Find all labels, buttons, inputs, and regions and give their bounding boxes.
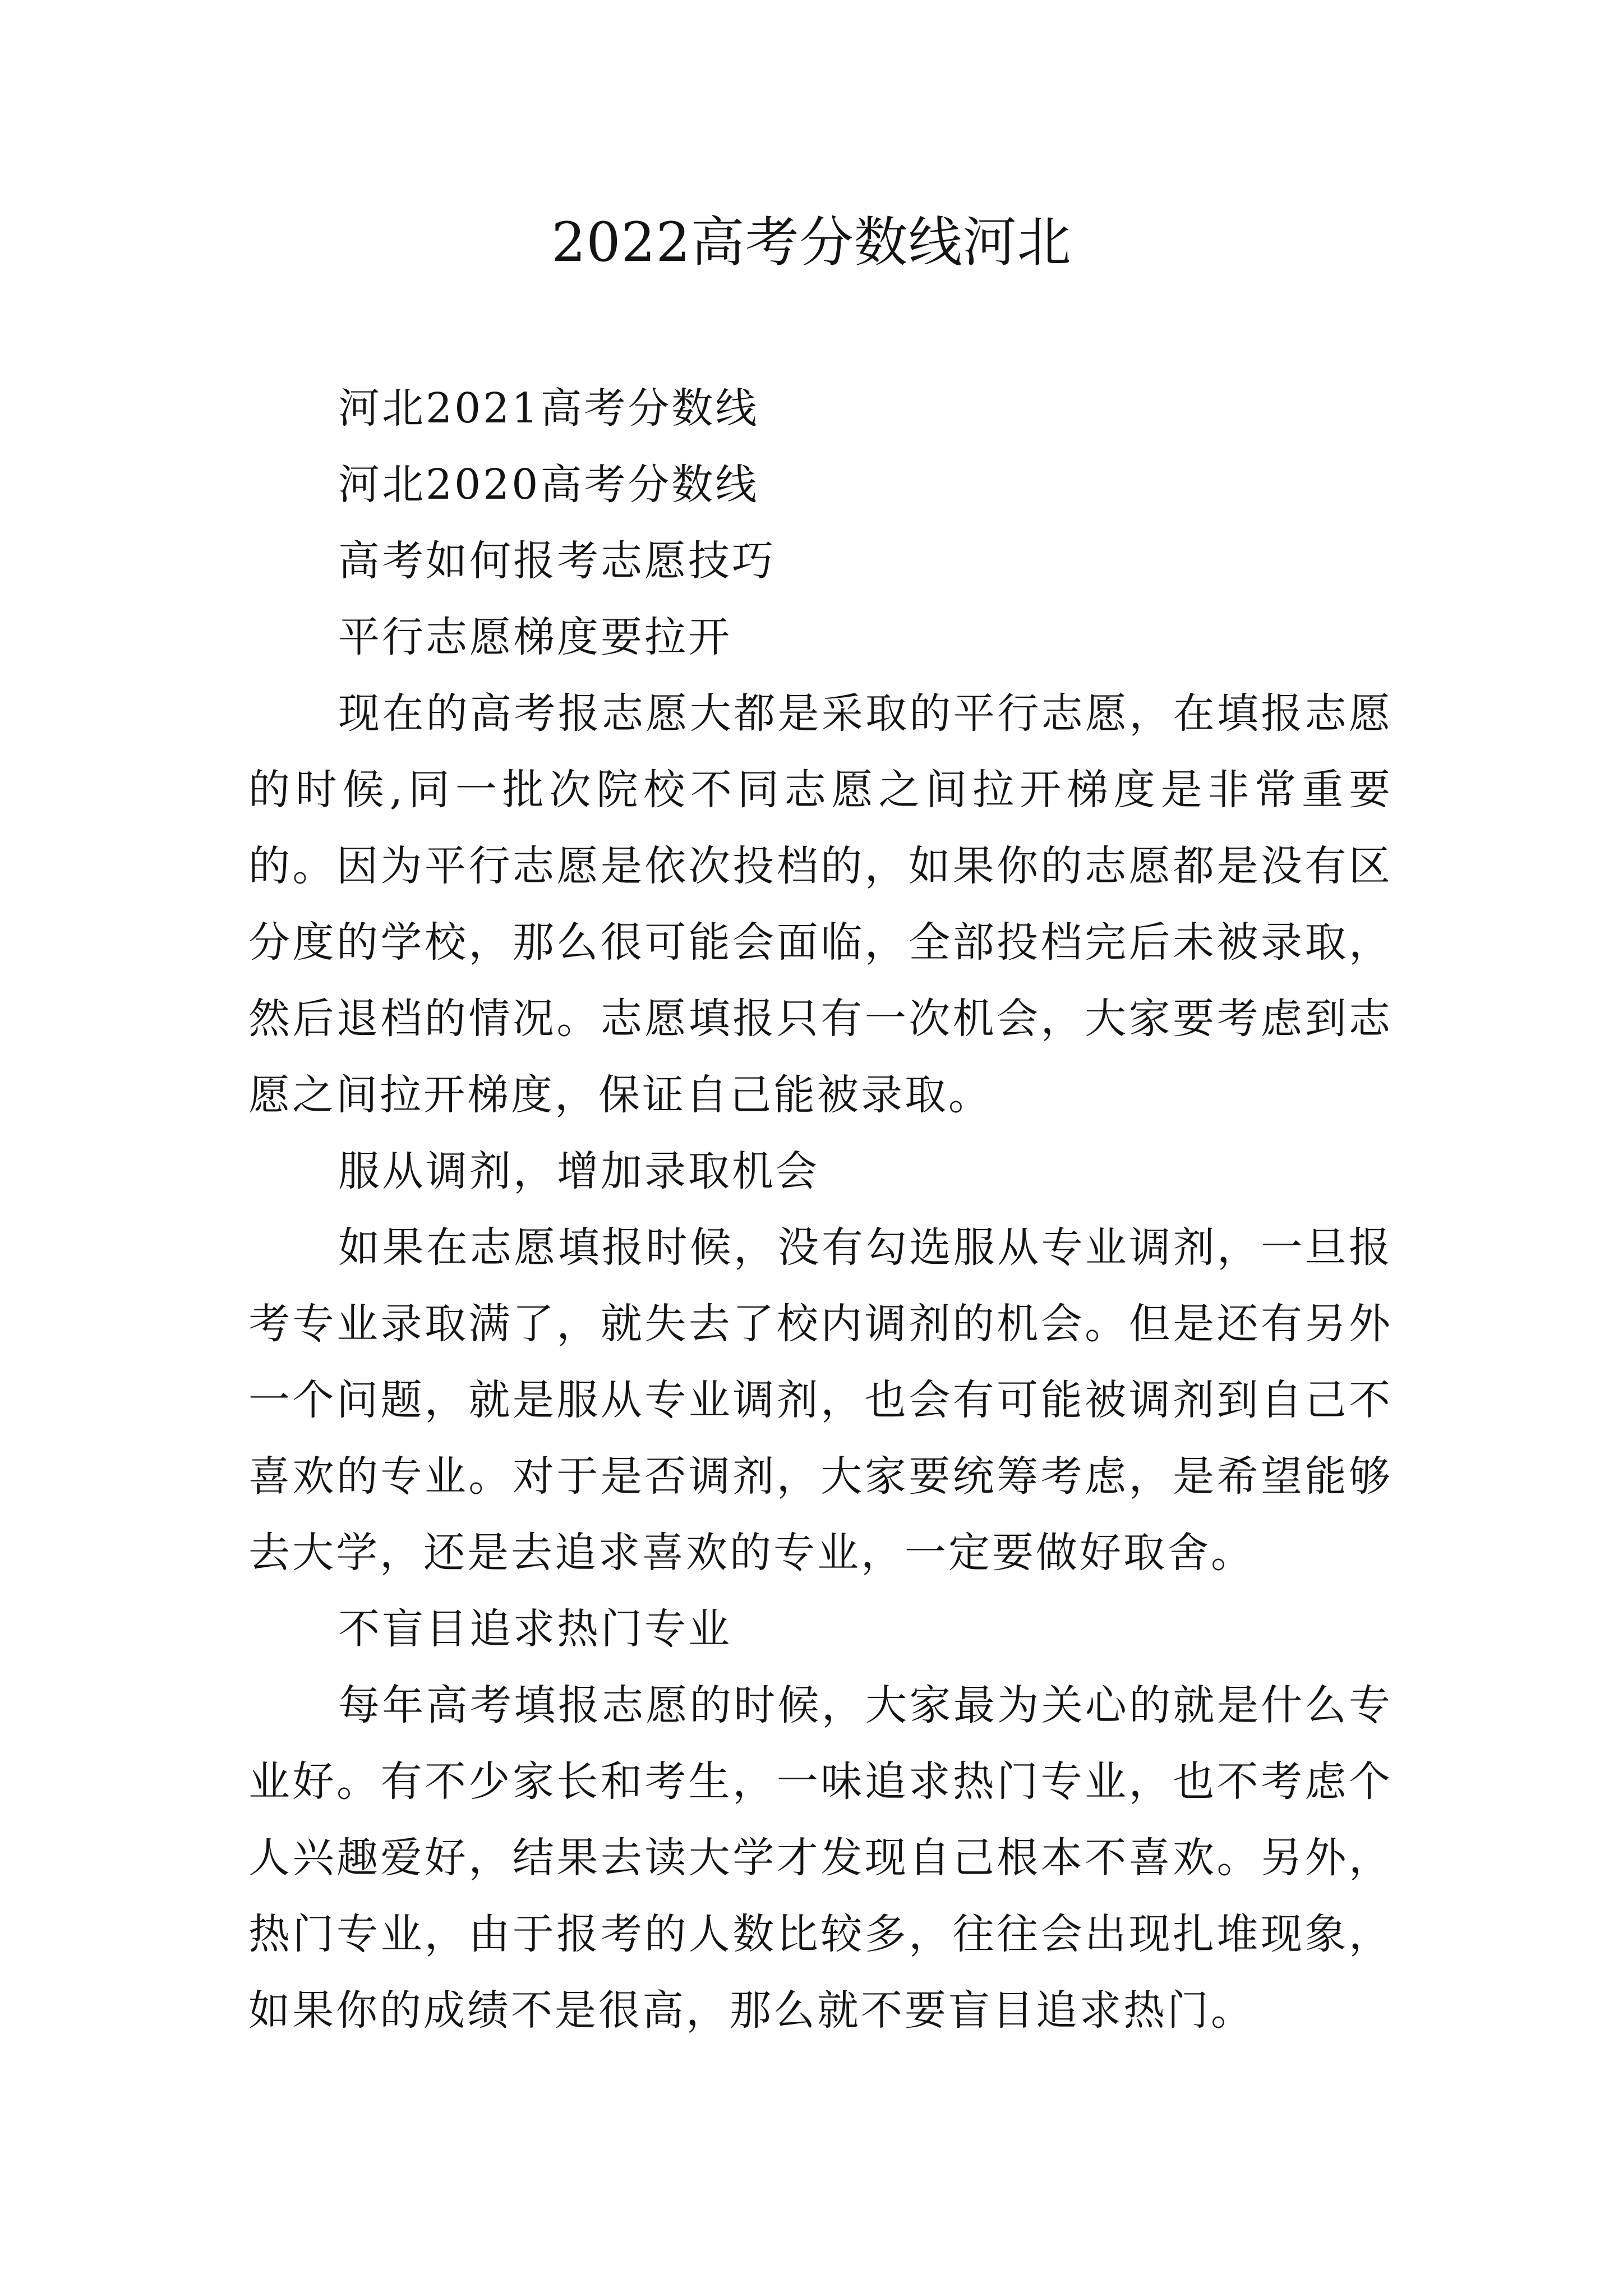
- subheading-popular-majors: 不盲目追求热门专业: [338, 1605, 732, 1653]
- subheading-adjustment: 服从调剂，增加录取机会: [338, 1147, 819, 1195]
- heading-application-tips: 高考如何报考志愿技巧: [338, 537, 776, 585]
- subheading-gradient: 平行志愿梯度要拉开: [338, 613, 732, 661]
- page-title: 2022高考分数线河北: [551, 211, 1072, 274]
- document-body: [248, 370, 1393, 2049]
- heading-2020-scores: 河北2020高考分数线: [338, 461, 759, 509]
- heading-2021-scores: 河北2021高考分数线: [338, 384, 759, 432]
- paragraph-adjustment: 如果在志愿填报时候，没有勾选服从专业调剂，一旦报考专业录取满了，就失去了校内调剂的机会。但是还有另外一个问题，就是服从专业调剂，也会有可能被调剂到自己不喜欢的专业。对于是否调剂，大家要统筹考虑，是希望能够去大学，还是去追求喜欢的专业，一定要做好取舍。: [248, 1223, 1393, 1577]
- paragraph-gradient: 现在的高考报志愿大都是采取的平行志愿，在填报志愿的时候,同一批次院校不同志愿之间拉开梯度是非常重要的。因为平行志愿是依次投档的，如果你的志愿都是没有区分度的学校，那么很可能会面临，全部投档完后未被录取，然后退档的情况。志愿填报只有一次机会，大家要考虑到志愿之间拉开梯度，保证自己能被录取。: [248, 689, 1393, 1119]
- paragraph-popular-majors: 每年高考填报志愿的时候，大家最为关心的就是什么专业好。有不少家长和考生，一味追求热门专业，也不考虑个人兴趣爱好，结果去读大学才发现自己根本不喜欢。另外，热门专业，由于报考的人数比较多，往往会出现扎堆现象，如果你的成绩不是很高，那么就不要盲目追求热门。: [248, 1681, 1393, 2035]
